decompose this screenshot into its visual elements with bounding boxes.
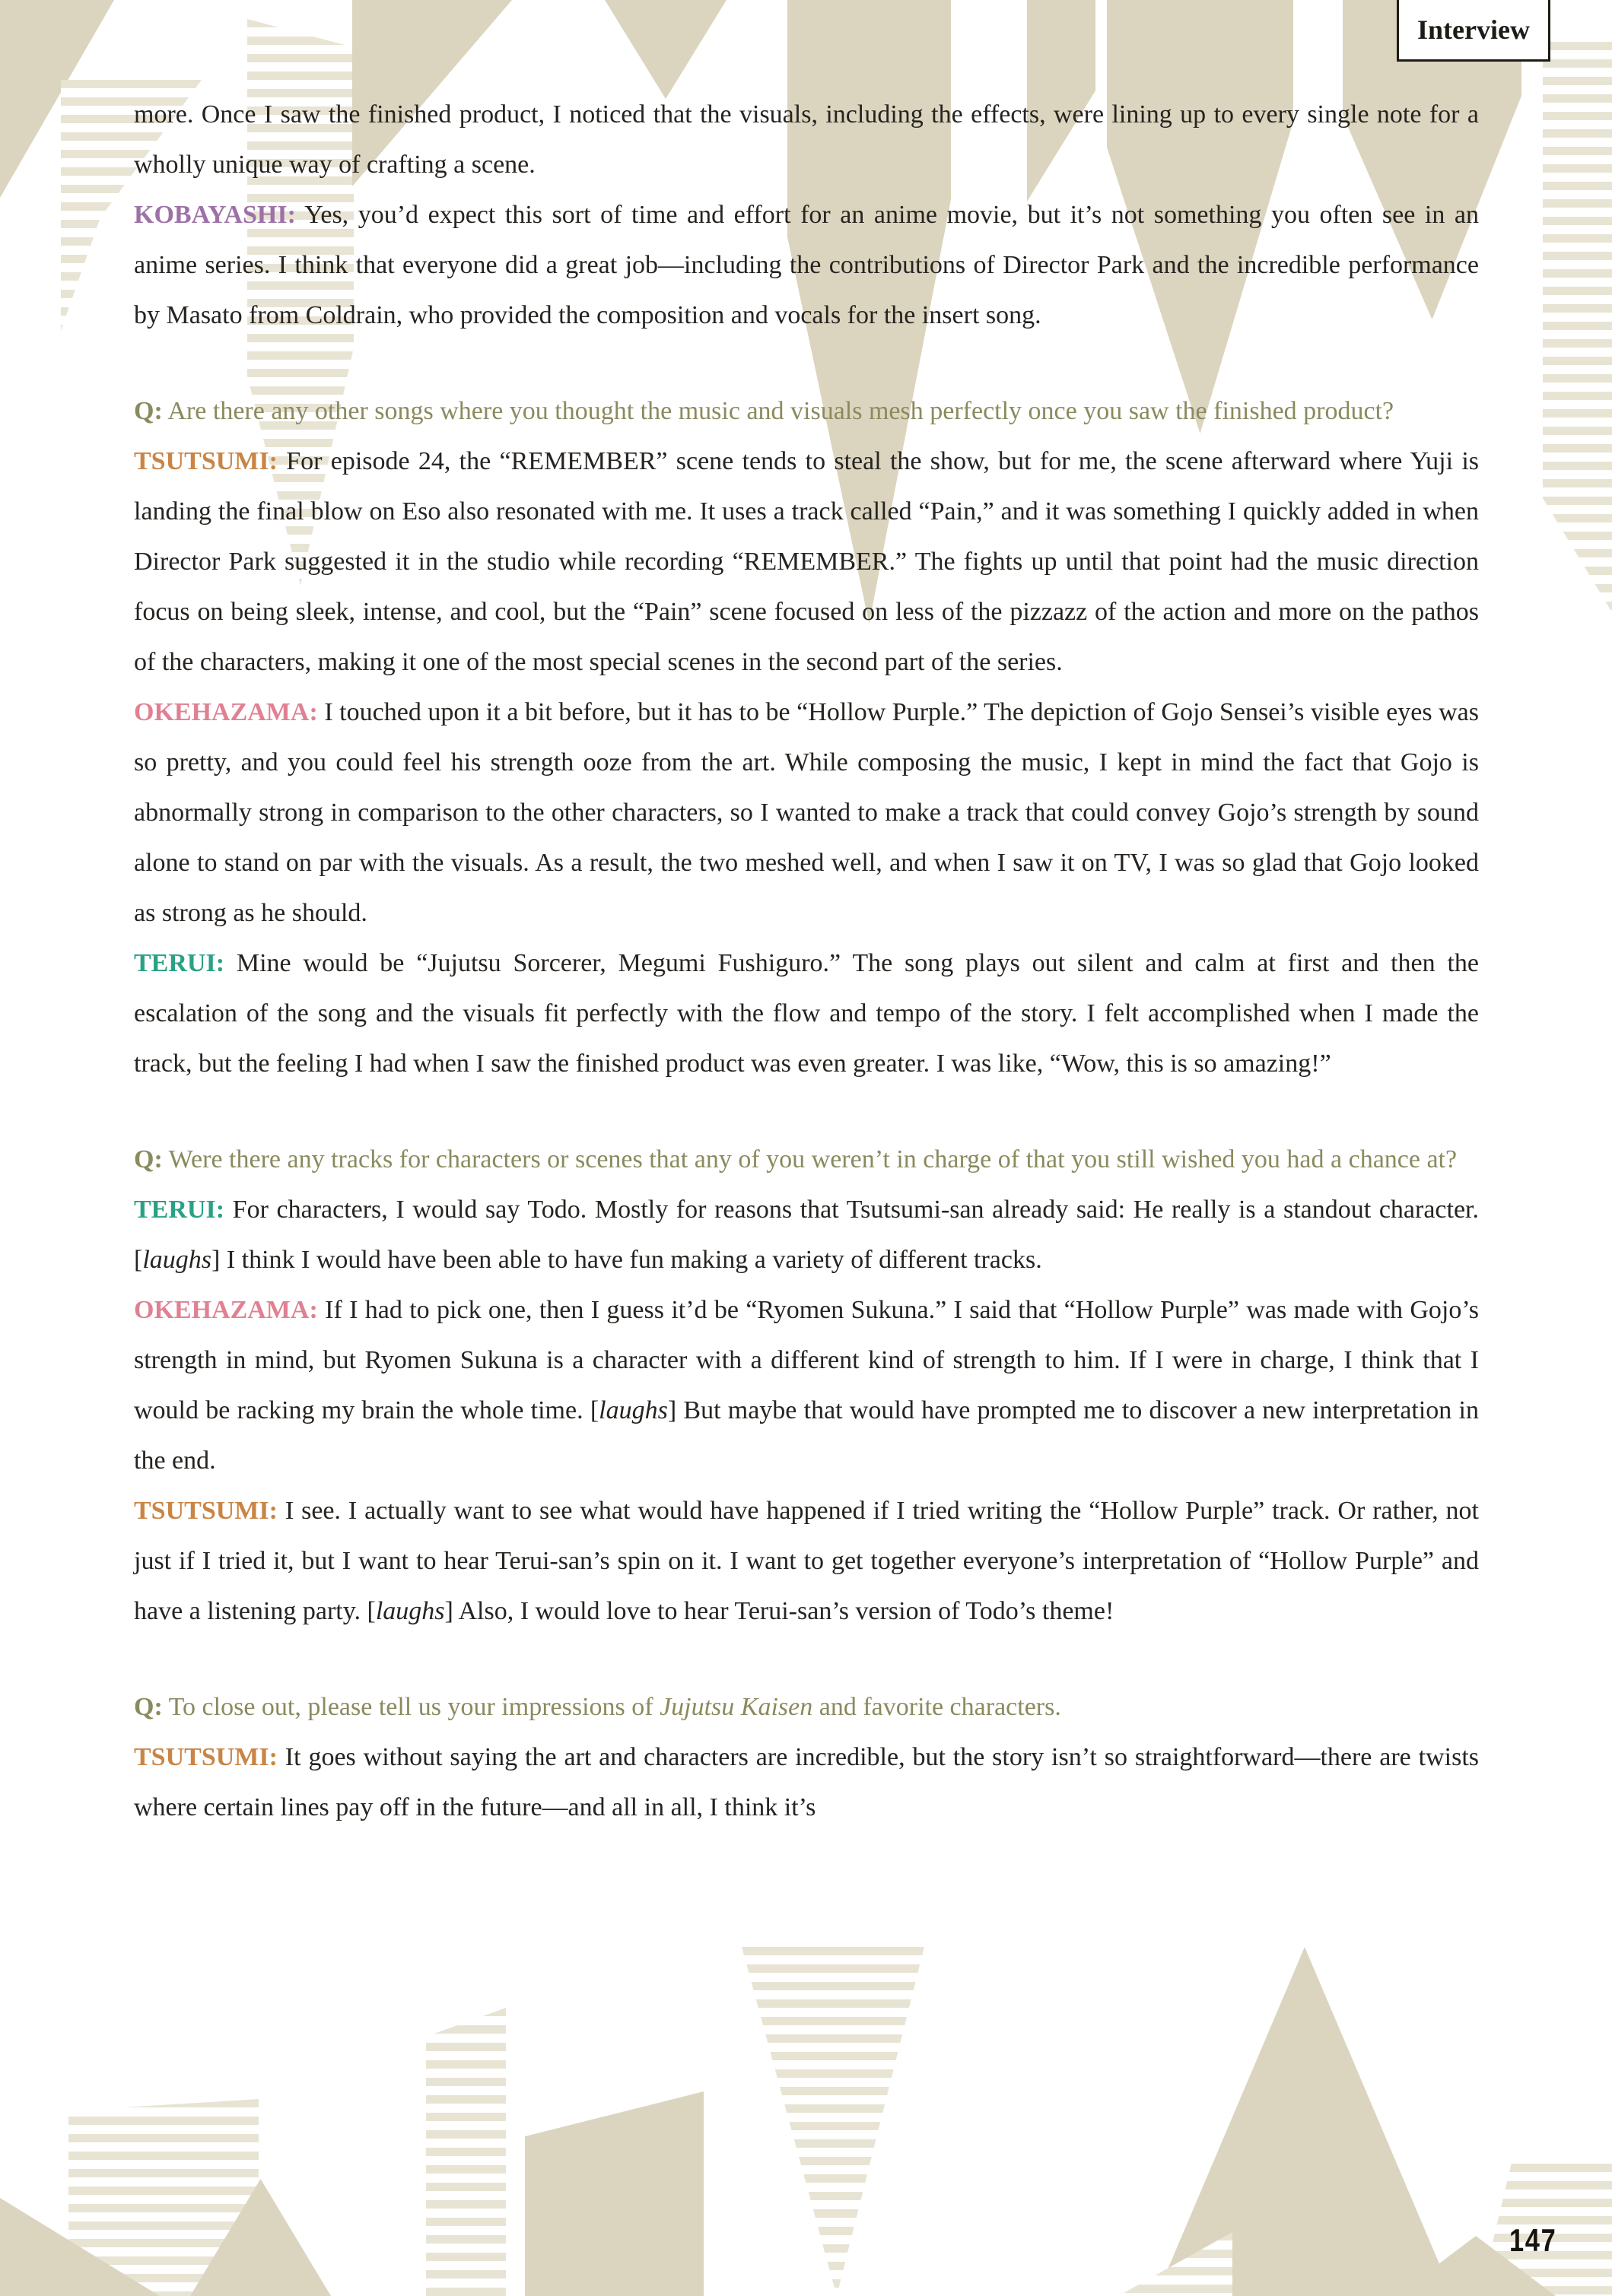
dialogue-text: more. Once I saw the finished product, I noticed that the visuals, including the effects, were lining up to every single note for a wholly unique way of crafting a scene.	[134, 100, 1479, 179]
dialogue-paragraph	[134, 1732, 1479, 1833]
pattern-shape	[605, 0, 727, 99]
dialogue-paragraph	[134, 90, 1479, 190]
dialogue-paragraph	[134, 1486, 1479, 1637]
pattern-shape	[426, 2008, 506, 2296]
speaker-name: TERUI:	[134, 1196, 225, 1224]
dialogue-text: It goes without saying the art and characters are incredible, but the story isn’t so straightforward—there are twists where certain lines pay off in the future—and all in all, I think it’s	[134, 1743, 1479, 1821]
italic-text: laughs	[142, 1246, 212, 1274]
interview-text	[134, 90, 1479, 1833]
dialogue-text: ] Also, I would love to hear Terui-san’s version of Todo’s theme!	[444, 1597, 1114, 1625]
dialogue-text: For characters, I would say Todo. Mostly for reasons that Tsutsumi-san already said: He really is a standout character. [	[134, 1196, 1479, 1274]
speaker-name: TSUTSUMI:	[134, 1497, 278, 1525]
speaker-name: Q:	[134, 397, 163, 425]
italic-text: laughs	[375, 1597, 445, 1625]
pattern-shape	[1543, 42, 1612, 612]
dialogue-text: Yes, you’d expect this sort of time and effort for an anime movie, but it’s not something you often see in an anime series. I think that everyone did a great job—including the contributions of Director Park and the incredible performance by Masato from Coldrain, who provided the composition and vocals for the insert song.	[134, 201, 1479, 329]
dialogue-text: Were there any tracks for characters or scenes that any of you weren’t in charge of that you still wished you had a chance at?	[162, 1145, 1458, 1173]
dialogue-paragraph	[134, 938, 1479, 1089]
dialogue-text: ] I think I would have been able to have fun making a variety of different tracks.	[211, 1246, 1042, 1274]
dialogue-text: For episode 24, the “REMEMBER” scene tends to steal the show, but for me, the scene afterward where Yuji is landing the final blow on Eso also resonated with me. It uses a track called “Pain,” and it was something I quickly added in when Director Park suggested it in the studio while recording “REMEMBER.” The fights up until that point had the music direction focus on being sleek, intense, and cool, but the “Pain” scene focused on less of the pizzazz of the action and more on the pathos of the characters, making it one of the most special scenes in the second part of the series.	[134, 447, 1479, 676]
dialogue-paragraph	[134, 437, 1479, 688]
dialogue-paragraph	[134, 190, 1479, 341]
dialogue-text: Are there any other songs where you thought the music and visuals mesh perfectly once you saw the finished product?	[162, 397, 1394, 425]
pattern-shape	[1156, 1947, 1453, 2296]
speaker-name: TSUTSUMI:	[134, 1743, 278, 1771]
question-paragraph	[134, 1682, 1479, 1732]
speaker-name: OKEHAZAMA:	[134, 1296, 318, 1324]
italic-text: laughs	[599, 1396, 668, 1424]
dialogue-paragraph	[134, 1185, 1479, 1285]
dialogue-paragraph	[134, 1285, 1479, 1486]
italic-text: Jujutsu Kaisen	[660, 1693, 813, 1721]
question-paragraph	[134, 1135, 1479, 1185]
pattern-shape	[742, 1947, 924, 2296]
speaker-name: OKEHAZAMA:	[134, 698, 318, 726]
speaker-name: TERUI:	[134, 949, 225, 977]
dialogue-text: I see. I actually want to see what would have happened if I tried writing the “Hollow Purple” track. Or rather, not just if I tried it, but I want to hear Terui-san’s spin on it. I want to get together everyone’s interpretation of “Hollow Purple” and have a listening party. [	[134, 1497, 1479, 1625]
dialogue-text: I touched upon it a bit before, but it has to be “Hollow Purple.” The depiction of Gojo Sensei’s visible eyes was so pretty, and you could feel his strength ooze from the art. While composing the music, I kept in mind the fact that Gojo is abnormally strong in comparison to the other characters, so I wanted to make a track that could convey Gojo’s strength by sound alone to stand on par with the visuals. As a result, the two meshed well, and when I saw it on TV, I was so glad that Gojo looked as strong as he should.	[134, 698, 1479, 927]
interview-corner-label	[1397, 0, 1550, 62]
question-paragraph	[134, 386, 1479, 437]
interview-corner-label-text: Interview	[1417, 14, 1530, 45]
dialogue-text: ] But maybe that would have prompted me to discover a new interpretation in the end.	[134, 1396, 1479, 1475]
speaker-name: Q:	[134, 1145, 163, 1173]
dialogue-text: Mine would be “Jujutsu Sorcerer, Megumi Fushiguro.” The song plays out silent and calm at first and then the escalation of the song and the visuals fit perfectly with the flow and tempo of the story. I felt accomplished when I made the track, but the feeling I had when I saw the finished product was even greater. I was like, “Wow, this is so amazing!”	[134, 949, 1479, 1078]
dialogue-text: If I had to pick one, then I guess it’d be “Ryomen Sukuna.” I said that “Hollow Purple” was made with Gojo’s strength in mind, but Ryomen Sukuna is a character with a different kind of strength to him. If I were in charge, I think that I would be racking my brain the whole time. [	[134, 1296, 1479, 1424]
dialogue-text: and favorite characters.	[812, 1693, 1061, 1721]
page-number: 147	[1509, 2222, 1557, 2258]
pattern-shape	[1118, 2232, 1232, 2296]
speaker-name: KOBAYASHI:	[134, 201, 296, 229]
dialogue-text: To close out, please tell us your impressions of	[162, 1693, 660, 1721]
speaker-name: Q:	[134, 1693, 163, 1721]
pattern-shape	[525, 2091, 704, 2296]
speaker-name: TSUTSUMI:	[134, 447, 278, 475]
dialogue-paragraph	[134, 688, 1479, 938]
